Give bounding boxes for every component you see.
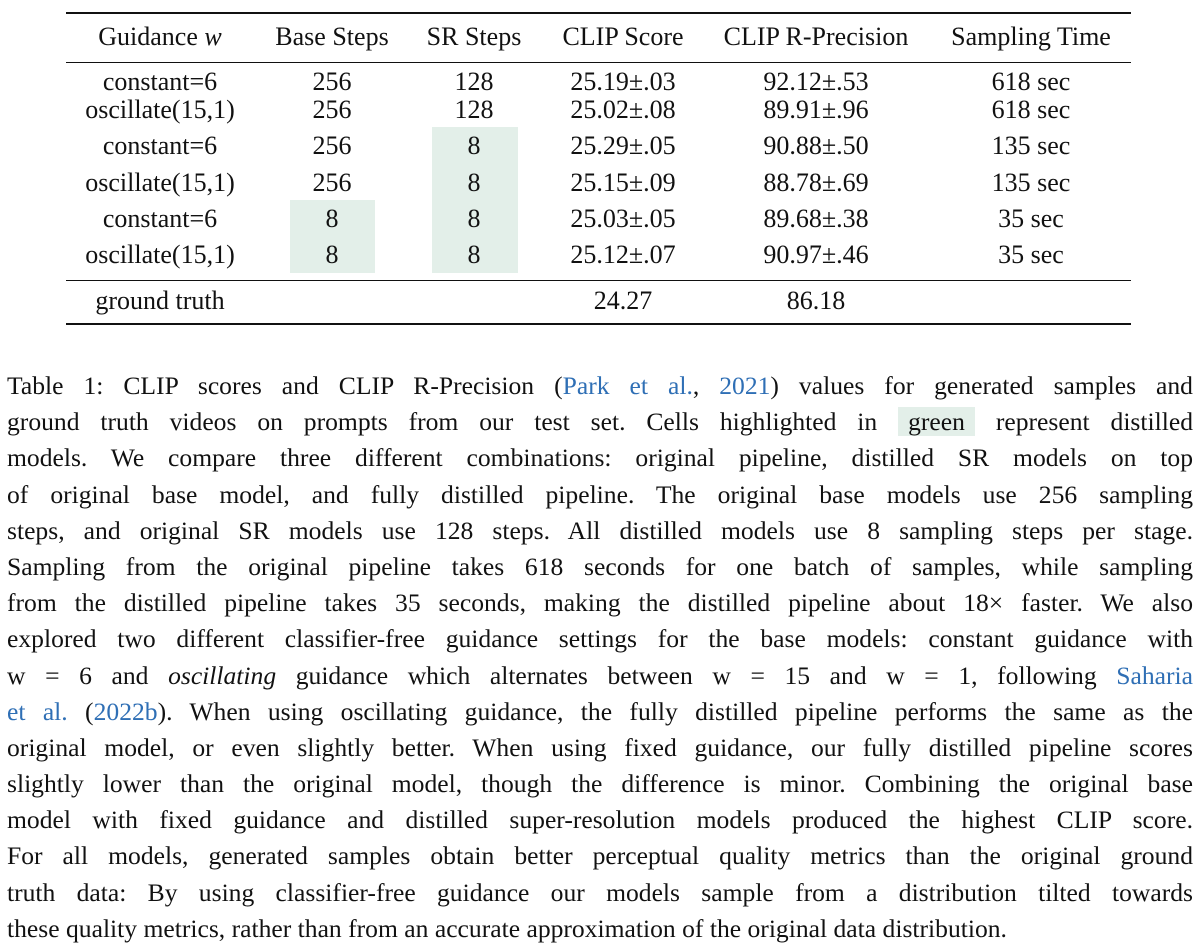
row6-base-steps: 8 (325, 240, 339, 269)
row1-clip-r-precision: 92.12±.53 (763, 67, 869, 96)
caption-line-7: from the distilled pipeline takes 35 seconds, making the distilled pipeline about 18× faster. We also (7, 588, 1193, 618)
header-base-steps: Base Steps (275, 22, 389, 51)
ground-truth-rule (66, 280, 1131, 281)
caption-line-9: w = 6 and oscillating guidance which alternates between w = 15 and w = 1, following Saharia (7, 660, 1193, 690)
header-sampling-time: Sampling Time (951, 22, 1111, 51)
row3-clip-r-precision: 90.88±.50 (763, 131, 869, 160)
caption-line-14: For all models, generated samples obtain better perceptual quality metrics than the original ground (7, 841, 1193, 871)
row3-sampling-time: 135 sec (991, 131, 1071, 160)
ground-truth-label: ground truth (95, 286, 225, 315)
row6-guidance: oscillate(15,1) (85, 240, 235, 269)
row3-sr-steps: 8 (467, 131, 481, 160)
row2-base-steps: 256 (312, 95, 352, 124)
caption-line-11: original model, or even slightly better. When using fixed guidance, our fully distilled pipeline scores (7, 732, 1193, 762)
caption-line-2: ground truth videos on prompts from our test set. Cells highlighted in green represent distilled (7, 407, 1193, 437)
caption-line-16: these quality metrics, rather than from an accurate approximation of the original data distribution. (7, 913, 1007, 943)
caption-line-15: truth data: By using classifier-free guidance our models sample from a distribution tilted towards (7, 877, 1193, 907)
row5-guidance: constant=6 (102, 204, 218, 233)
row5-sr-steps: 8 (467, 204, 481, 233)
row1-base-steps: 256 (312, 67, 352, 96)
header-clip-r-precision: CLIP R-Precision (723, 22, 909, 51)
citation-saharia-year[interactable]: 2022b (93, 696, 158, 726)
caption-line-10: et al. (2022b). When using oscillating guidance, the fully distilled pipeline performs the same as the (7, 696, 1193, 726)
row2-guidance: oscillate(15,1) (85, 95, 235, 124)
row2-sampling-time: 618 sec (991, 95, 1071, 124)
row5-base-steps: 8 (325, 204, 339, 233)
row2-clip-score: 25.02±.08 (570, 95, 676, 124)
row1-sampling-time: 618 sec (991, 67, 1071, 96)
row6-sr-steps: 8 (467, 240, 481, 269)
row4-base-steps: 256 (312, 168, 352, 197)
header-clip-score: CLIP Score (562, 22, 684, 51)
row4-sr-steps: 8 (467, 168, 481, 197)
caption-line-6: Sampling from the original pipeline takes 618 seconds for one batch of samples, while sampling (7, 551, 1193, 581)
row4-sampling-time: 135 sec (991, 168, 1071, 197)
citation-saharia[interactable]: Saharia (1116, 660, 1193, 690)
row3-guidance: constant=6 (102, 131, 218, 160)
row2-clip-r-precision: 89.91±.96 (763, 95, 869, 124)
row1-guidance: constant=6 (102, 67, 218, 96)
caption-line-12: slightly lower than the original model, though the difference is minor. Combining the original base (7, 769, 1193, 799)
caption-line-13: model with fixed guidance and distilled super-resolution models produced the highest CLIP score. (7, 805, 1193, 835)
row6-clip-r-precision: 90.97±.46 (763, 240, 869, 269)
citation-park[interactable]: Park et al. (562, 371, 693, 400)
row5-sampling-time: 35 sec (998, 204, 1064, 233)
caption-line-5: steps, and original SR models use 128 steps. All distilled models use 8 sampling steps per stage. (7, 515, 1193, 545)
row6-sampling-time: 35 sec (998, 240, 1064, 269)
table-caption (7, 368, 1193, 947)
caption-line-4: of original base model, and fully distilled pipeline. The original base models use 256 sampling (7, 479, 1193, 509)
green-highlight-sample: green (898, 407, 975, 436)
caption-line-3: models. We compare three different combinations: original pipeline, distilled SR models on top (7, 443, 1193, 473)
row5-clip-score: 25.03±.05 (570, 204, 676, 233)
row6-clip-score: 25.12±.07 (570, 240, 676, 269)
table-bottom-rule (66, 323, 1131, 325)
header-rule (66, 62, 1131, 63)
row4-guidance: oscillate(15,1) (85, 168, 235, 197)
ground-truth-clip-score: 24.27 (593, 286, 653, 315)
row3-base-steps: 256 (312, 131, 352, 160)
row2-sr-steps: 128 (454, 95, 494, 124)
table-top-rule (66, 12, 1131, 14)
row4-clip-score: 25.15±.09 (570, 168, 676, 197)
row1-sr-steps: 128 (454, 67, 494, 96)
header-sr-steps: SR Steps (426, 22, 522, 51)
citation-park-year[interactable]: 2021 (719, 371, 771, 400)
ground-truth-clip-r-precision: 86.18 (786, 286, 846, 315)
caption-line-8: explored two different classifier-free guidance settings for the base models: constant guidance with (7, 624, 1193, 654)
row3-clip-score: 25.29±.05 (570, 131, 676, 160)
header-guidance: Guidance w (98, 22, 222, 51)
row1-clip-score: 25.19±.03 (570, 67, 676, 96)
row5-clip-r-precision: 89.68±.38 (763, 204, 869, 233)
caption-line-1: Table 1: CLIP scores and CLIP R-Precision (Park et al., 2021) values for generated samples and (7, 371, 1193, 400)
row4-clip-r-precision: 88.78±.69 (763, 168, 869, 197)
citation-saharia-etal[interactable]: et al. (7, 696, 68, 726)
